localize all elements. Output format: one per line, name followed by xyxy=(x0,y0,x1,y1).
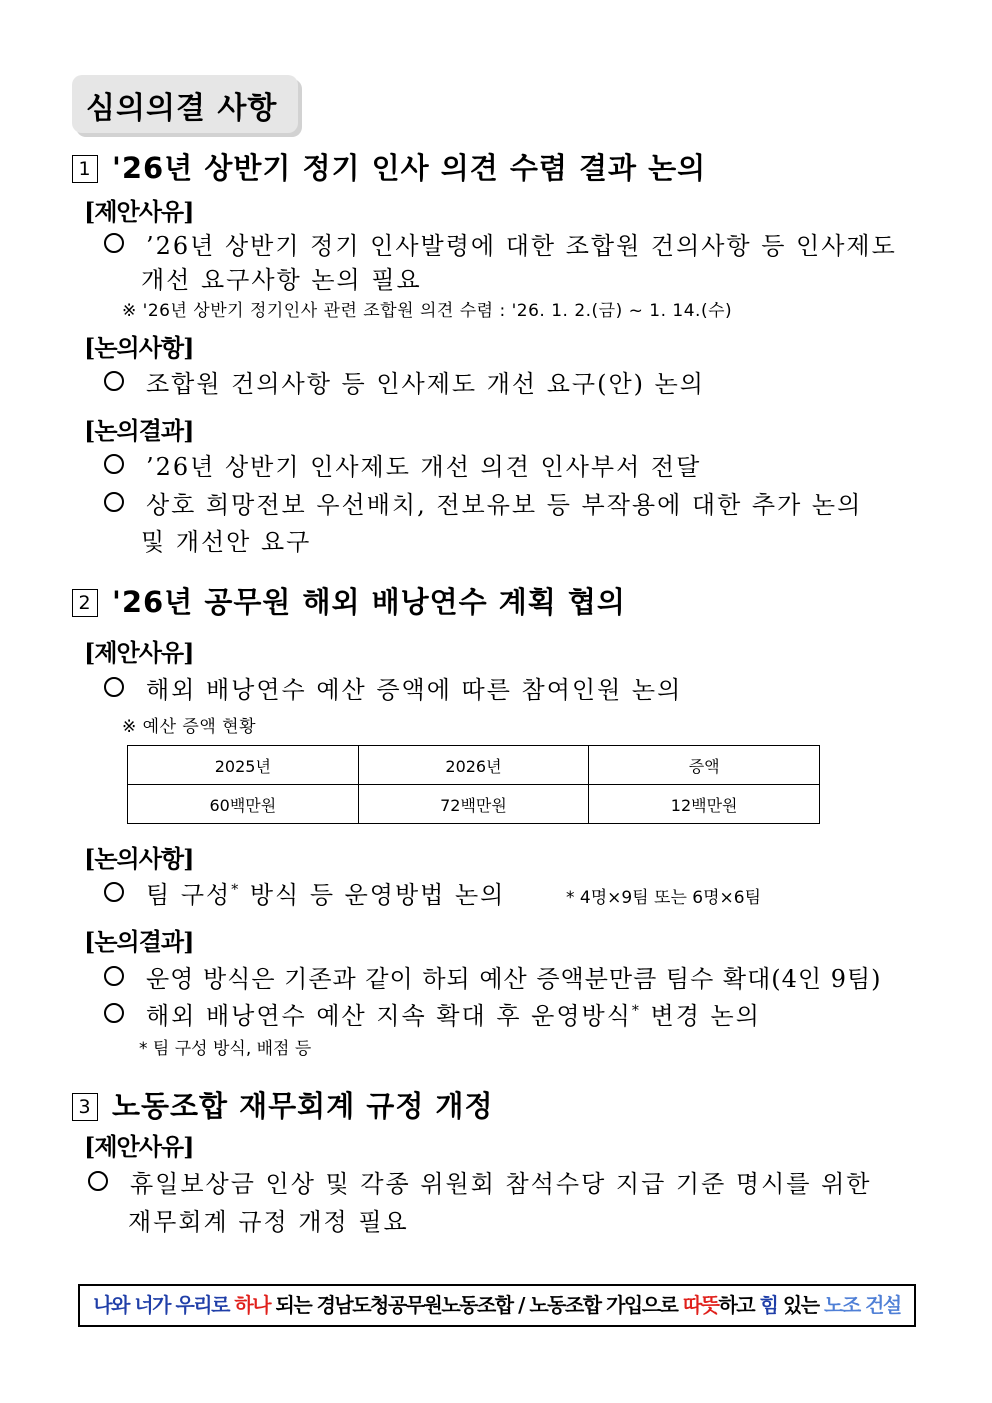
footer-slogan: 나와 너가 우리로 하나 되는 경남도청공무원노동조합 / 노동조합 가입으로 따뜻하고 힘 있는 노조 건설 xyxy=(78,1284,916,1327)
table-cell: 72백만원 xyxy=(358,785,589,824)
table-row xyxy=(128,785,820,824)
table-header-cell: 2026년 xyxy=(358,746,589,785)
bullet-circle-icon xyxy=(104,1003,124,1023)
section-3-reason-item: 휴일보상금 인상 및 각종 위원회 참석수당 지급 기준 명시를 위한 xyxy=(88,1164,871,1199)
section-1-reason-label: [제안사유] xyxy=(84,197,194,226)
section-1-reason-item: ’26년 상반기 정기 인사발령에 대한 조합원 건의사항 등 인사제도 xyxy=(104,226,897,261)
section-1-reason-note: ※ '26년 상반기 정기인사 관련 조합원 의견 수렴 : '26. 1. 2.(금) ~ 1. 14.(수) xyxy=(122,301,733,321)
page-title-box xyxy=(72,75,298,133)
section-2-discuss-note: * 4명×9팀 또는 6명×6팀 xyxy=(566,888,761,908)
bullet-circle-icon xyxy=(88,1171,108,1191)
section-1-discuss-label: [논의사항] xyxy=(84,333,194,362)
table-cell: 60백만원 xyxy=(128,785,359,824)
section-2-result-label: [논의결과] xyxy=(84,927,194,956)
table-header-cell: 2025년 xyxy=(128,746,359,785)
section-2-discuss-item: 팀 구성* 방식 등 운영방법 논의 xyxy=(104,875,505,910)
table-header-row xyxy=(128,746,820,785)
bullet-circle-icon xyxy=(104,454,124,474)
bullet-circle-icon xyxy=(104,233,124,253)
section-2-result-note: * 팀 구성 방식, 배점 등 xyxy=(139,1039,312,1059)
bullet-circle-icon xyxy=(104,492,124,512)
section-1-title: 1 '26년 상반기 정기 인사 의견 수렴 결과 논의 xyxy=(72,146,706,187)
bullet-circle-icon xyxy=(104,882,124,902)
section-2-result-item-2: 해외 배낭연수 예산 지속 확대 후 운영방식* 변경 논의 xyxy=(104,996,761,1031)
section-2-number: 2 xyxy=(72,589,98,617)
page-title: 심의의결 사항 xyxy=(86,91,278,126)
bullet-circle-icon xyxy=(104,371,124,391)
section-2-title: 2 '26년 공무원 해외 배낭연수 계획 협의 xyxy=(72,580,626,621)
section-1-result-item-2-cont: 및 개선안 요구 xyxy=(141,528,312,556)
section-2-reason-item: 해외 배낭연수 예산 증액에 따른 참여인원 논의 xyxy=(104,670,682,705)
section-3-reason-label: [제안사유] xyxy=(84,1132,194,1161)
budget-table xyxy=(127,745,820,824)
section-1-result-item-1: ’26년 상반기 인사제도 개선 의견 인사부서 전달 xyxy=(104,447,701,482)
section-2-reason-note: ※ 예산 증액 현황 xyxy=(122,717,256,737)
bullet-circle-icon xyxy=(104,677,124,697)
section-3-number: 3 xyxy=(72,1093,98,1121)
section-3-reason-item-cont: 재무회계 규정 개정 필요 xyxy=(128,1208,409,1236)
table-header-cell: 증액 xyxy=(589,746,820,785)
section-1-result-label: [논의결과] xyxy=(84,416,194,445)
section-2-reason-label: [제안사유] xyxy=(84,638,194,667)
section-3-title: 3 노동조합 재무회계 규정 개정 xyxy=(72,1084,493,1125)
section-1-reason-item-cont: 개선 요구사항 논의 필요 xyxy=(141,266,422,294)
section-1-result-item-2: 상호 희망전보 우선배치, 전보유보 등 부작용에 대한 추가 논의 xyxy=(104,485,862,520)
table-cell: 12백만원 xyxy=(589,785,820,824)
section-1-number: 1 xyxy=(72,155,98,183)
bullet-circle-icon xyxy=(104,966,124,986)
section-1-discuss-item: 조합원 건의사항 등 인사제도 개선 요구(안) 논의 xyxy=(104,364,705,399)
section-2-result-item-1: 운영 방식은 기존과 같이 하되 예산 증액분만큼 팀수 확대(4인 9팀) xyxy=(104,959,882,994)
section-2-discuss-label: [논의사항] xyxy=(84,844,194,873)
